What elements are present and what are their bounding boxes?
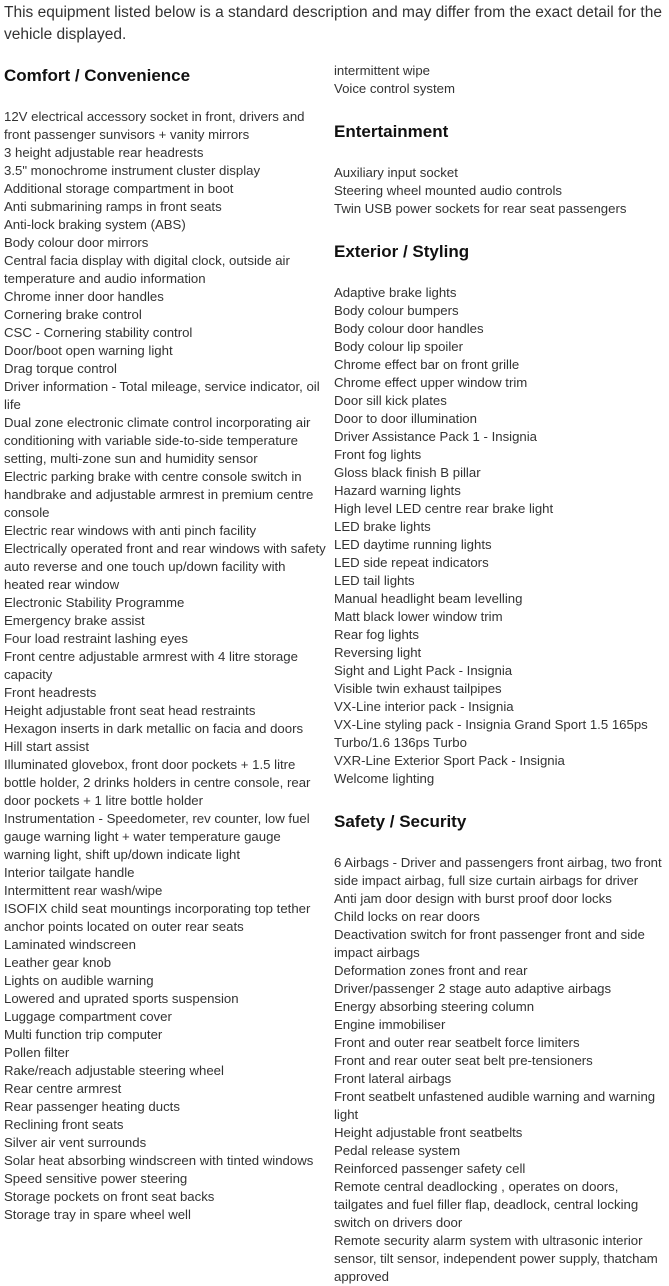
list-item: Leather gear knob bbox=[4, 955, 112, 970]
list-item: Laminated windscreen bbox=[4, 937, 136, 952]
list-item: Twin USB power sockets for rear seat passengers bbox=[334, 201, 627, 216]
list-item: Manual headlight beam levelling bbox=[334, 591, 523, 606]
list-item: Front lateral airbags bbox=[334, 1071, 452, 1086]
list-item: Drag torque control bbox=[4, 361, 117, 376]
list-item: Door to door illumination bbox=[334, 411, 477, 426]
entertainment-list bbox=[334, 164, 666, 218]
list-item: Front and rear outer seat belt pre-tensioners bbox=[334, 1053, 593, 1068]
list-item: Lights on audible warning bbox=[4, 973, 154, 988]
list-item: Visible twin exhaust tailpipes bbox=[334, 681, 502, 696]
list-item: Reinforced passenger safety cell bbox=[334, 1161, 526, 1176]
list-item: Body colour door mirrors bbox=[4, 235, 149, 250]
list-item: Rake/reach adjustable steering wheel bbox=[4, 1063, 224, 1078]
list-item: Deformation zones front and rear bbox=[334, 963, 528, 978]
left-column bbox=[4, 62, 326, 1224]
list-item: Cornering brake control bbox=[4, 307, 142, 322]
list-item: Instrumentation - Speedometer, rev counter, low fuel gauge warning light + water temperature gauge warning light, shift up/down indicate light bbox=[4, 811, 310, 862]
list-item: Reversing light bbox=[334, 645, 422, 660]
list-item: Anti submarining ramps in front seats bbox=[4, 199, 222, 214]
list-item: Electronic Stability Programme bbox=[4, 595, 185, 610]
right-column bbox=[334, 62, 666, 1286]
list-item: Central facia display with digital clock, outside air temperature and audio information bbox=[4, 253, 290, 286]
safety-security-list bbox=[334, 854, 666, 1286]
list-item: Silver air vent surrounds bbox=[4, 1135, 147, 1150]
list-item: Additional storage compartment in boot bbox=[4, 181, 234, 196]
list-item: Steering wheel mounted audio controls bbox=[334, 183, 562, 198]
list-item: intermittent wipe bbox=[334, 63, 431, 78]
list-item: VXR-Line Exterior Sport Pack - Insignia bbox=[334, 753, 565, 768]
list-item: ISOFIX child seat mountings incorporating top tether anchor points located on outer rear seats bbox=[4, 901, 311, 934]
section-title-safety-security: Safety / Security bbox=[334, 812, 467, 831]
list-item: Chrome effect bar on front grille bbox=[334, 357, 520, 372]
list-item: Interior tailgate handle bbox=[4, 865, 135, 880]
section-title-entertainment: Entertainment bbox=[334, 122, 449, 141]
list-item: LED tail lights bbox=[334, 573, 415, 588]
list-item: Dual zone electronic climate control incorporating air conditioning with variable side-to-side temperature setting, multi-zone sun and humidity sensor bbox=[4, 415, 311, 466]
list-item: Front fog lights bbox=[334, 447, 422, 462]
list-item: Electric parking brake with centre console switch in handbrake and adjustable armrest in premium centre console bbox=[4, 469, 314, 520]
list-item: Chrome effect upper window trim bbox=[334, 375, 528, 390]
list-item: VX-Line styling pack - Insignia Grand Sport 1.5 165ps Turbo/1.6 136ps Turbo bbox=[334, 717, 648, 750]
list-item: Emergency brake assist bbox=[4, 613, 145, 628]
list-item: Pedal release system bbox=[334, 1143, 461, 1158]
list-item: Storage tray in spare wheel well bbox=[4, 1207, 191, 1222]
list-item: Remote central deadlocking , operates on doors, tailgates and fuel filler flap, deadlock, central locking switch on drivers door bbox=[334, 1179, 639, 1230]
equipment-disclaimer: This equipment listed below is a standard description and may differ from the exact detail for the vehicle displayed. bbox=[4, 4, 662, 43]
list-item: Illuminated glovebox, front door pockets + 1.5 litre bottle holder, 2 drinks holders in centre console, rear door pockets + 1 litre bottle holder bbox=[4, 757, 311, 808]
list-item: LED brake lights bbox=[334, 519, 431, 534]
list-item: Electrically operated front and rear windows with safety auto reverse and one touch up/down facility with heated rear window bbox=[4, 541, 326, 592]
list-item: 6 Airbags - Driver and passengers front airbag, two front side impact airbag, full size curtain airbags for driver bbox=[334, 855, 662, 888]
list-item: Gloss black finish B pillar bbox=[334, 465, 481, 480]
list-item: Door/boot open warning light bbox=[4, 343, 173, 358]
list-item: Hexagon inserts in dark metallic on facia and doors bbox=[4, 721, 304, 736]
list-item: Child locks on rear doors bbox=[334, 909, 480, 924]
list-item: 3 height adjustable rear headrests bbox=[4, 145, 204, 160]
list-item: Auxiliary input socket bbox=[334, 165, 458, 180]
list-item: Adaptive brake lights bbox=[334, 285, 457, 300]
list-item: CSC - Cornering stability control bbox=[4, 325, 193, 340]
list-item: Matt black lower window trim bbox=[334, 609, 503, 624]
list-item: 12V electrical accessory socket in front, drivers and front passenger sunvisors + vanity mirrors bbox=[4, 109, 305, 142]
list-item: Rear centre armrest bbox=[4, 1081, 122, 1096]
list-item: Front centre adjustable armrest with 4 litre storage capacity bbox=[4, 649, 298, 682]
continued-items-list bbox=[334, 62, 666, 98]
section-title-exterior-styling: Exterior / Styling bbox=[334, 242, 470, 261]
list-item: Deactivation switch for front passenger front and side impact airbags bbox=[334, 927, 645, 960]
list-item: Remote security alarm system with ultrasonic interior sensor, tilt sensor, independent power supply, thatcham approved bbox=[334, 1233, 658, 1284]
list-item: Height adjustable front seatbelts bbox=[334, 1125, 523, 1140]
list-item: Reclining front seats bbox=[4, 1117, 124, 1132]
list-item: Height adjustable front seat head restraints bbox=[4, 703, 256, 718]
list-item: Welcome lighting bbox=[334, 771, 435, 786]
list-item: Speed sensitive power steering bbox=[4, 1171, 188, 1186]
list-item: Body colour bumpers bbox=[334, 303, 459, 318]
list-item: VX-Line interior pack - Insignia bbox=[334, 699, 514, 714]
comfort-convenience-list bbox=[4, 108, 326, 1224]
list-item: LED daytime running lights bbox=[334, 537, 492, 552]
list-item: Anti-lock braking system (ABS) bbox=[4, 217, 186, 232]
list-item: Multi function trip computer bbox=[4, 1027, 163, 1042]
list-item: Electric rear windows with anti pinch facility bbox=[4, 523, 257, 538]
list-item: Door sill kick plates bbox=[334, 393, 447, 408]
list-item: LED side repeat indicators bbox=[334, 555, 489, 570]
list-item: Voice control system bbox=[334, 81, 455, 96]
list-item: Energy absorbing steering column bbox=[334, 999, 535, 1014]
list-item: Anti jam door design with burst proof door locks bbox=[334, 891, 612, 906]
list-item: Body colour lip spoiler bbox=[334, 339, 464, 354]
list-item: High level LED centre rear brake light bbox=[334, 501, 554, 516]
list-item: Rear fog lights bbox=[334, 627, 420, 642]
list-item: Hill start assist bbox=[4, 739, 89, 754]
list-item: Chrome inner door handles bbox=[4, 289, 164, 304]
list-item: Front headrests bbox=[4, 685, 97, 700]
list-item: Solar heat absorbing windscreen with tinted windows bbox=[4, 1153, 314, 1168]
list-item: Hazard warning lights bbox=[334, 483, 461, 498]
list-item: Luggage compartment cover bbox=[4, 1009, 172, 1024]
list-item: Driver/passenger 2 stage auto adaptive airbags bbox=[334, 981, 612, 996]
list-item: Body colour door handles bbox=[334, 321, 484, 336]
list-item: Engine immobiliser bbox=[334, 1017, 446, 1032]
list-item: Lowered and uprated sports suspension bbox=[4, 991, 239, 1006]
list-item: Four load restraint lashing eyes bbox=[4, 631, 188, 646]
list-item: Front seatbelt unfastened audible warning and warning light bbox=[334, 1089, 656, 1122]
list-item: Driver Assistance Pack 1 - Insignia bbox=[334, 429, 538, 444]
list-item: Pollen filter bbox=[4, 1045, 70, 1060]
list-item: 3.5" monochrome instrument cluster display bbox=[4, 163, 261, 178]
list-item: Driver information - Total mileage, service indicator, oil life bbox=[4, 379, 320, 412]
list-item: Intermittent rear wash/wipe bbox=[4, 883, 163, 898]
list-item: Sight and Light Pack - Insignia bbox=[334, 663, 513, 678]
exterior-styling-list bbox=[334, 284, 666, 788]
list-item: Storage pockets on front seat backs bbox=[4, 1189, 215, 1204]
section-title-comfort-convenience: Comfort / Convenience bbox=[4, 66, 191, 85]
list-item: Front and outer rear seatbelt force limiters bbox=[334, 1035, 580, 1050]
list-item: Rear passenger heating ducts bbox=[4, 1099, 180, 1114]
